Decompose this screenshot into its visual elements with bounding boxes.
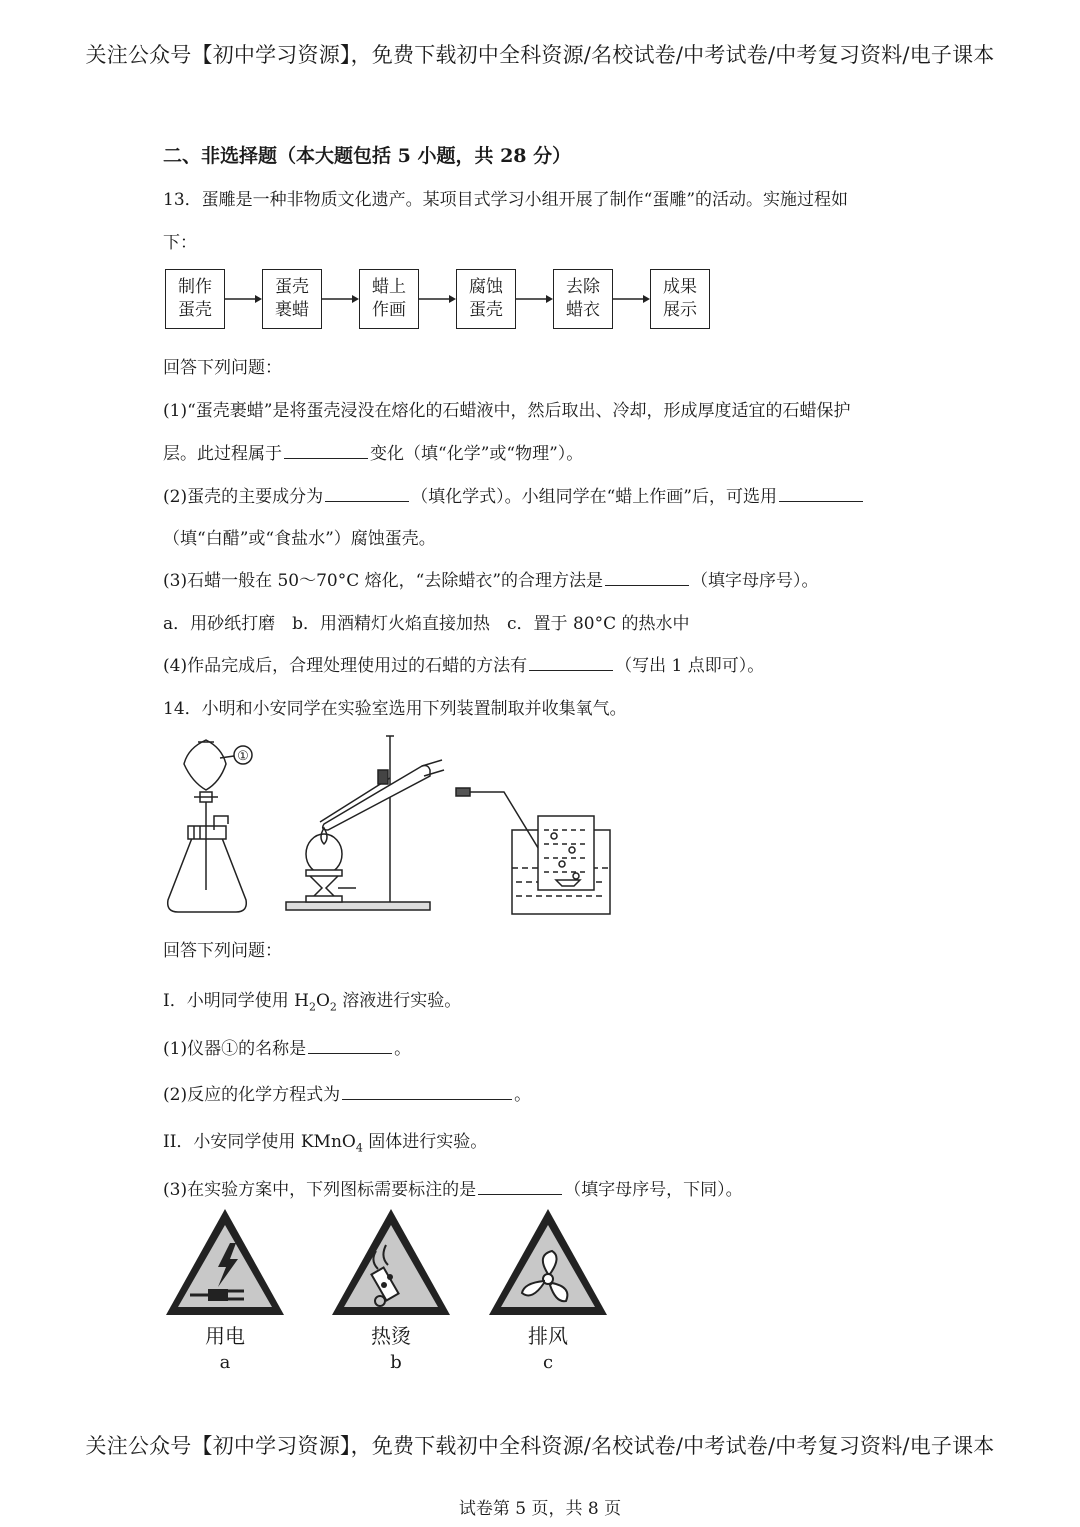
flow-step-4-line2: 蛋壳 bbox=[469, 300, 503, 320]
q13-part1-line-a: (1)“蛋壳裹蜡”是将蛋壳浸没在熔化的石蜡液中，然后取出、冷却，形成厚度适宜的石蜡保护 bbox=[163, 401, 851, 421]
q14-part3-line bbox=[163, 1175, 743, 1200]
q14-part1-line bbox=[163, 1034, 411, 1059]
sign-label-ventilation: 排风 bbox=[528, 1324, 568, 1348]
lab-apparatus-figure bbox=[160, 730, 630, 920]
q14-part-i-text: O bbox=[315, 991, 330, 1011]
flow-arrow-icon bbox=[225, 293, 262, 305]
flow-step-2 bbox=[262, 269, 322, 329]
sign-label-electricity: 用电 bbox=[205, 1324, 245, 1348]
flow-step-5 bbox=[553, 269, 613, 329]
q13-part4-text: （写出 1 点即可）。 bbox=[615, 656, 765, 676]
q13-part2-text: (2)蛋壳的主要成分为 bbox=[163, 487, 324, 507]
heating-test-tube-apparatus bbox=[286, 736, 444, 910]
flow-step-6-line2: 展示 bbox=[663, 300, 697, 320]
sign-letter-c: c bbox=[542, 1352, 554, 1373]
q14-part-i bbox=[163, 986, 461, 1013]
answer-blank[interactable] bbox=[605, 567, 689, 586]
sign-label-hot: 热烫 bbox=[371, 1324, 411, 1348]
q13-intro-line-1: 13．蛋雕是一种非物质文化遗产。某项目式学习小组开展了制作“蛋雕”的活动。实施过程如 bbox=[163, 190, 849, 210]
page-number: 试卷第 5 页，共 8 页 bbox=[458, 1499, 622, 1519]
water-collection-apparatus bbox=[456, 788, 610, 914]
q14-part1-text: (1)仪器①的名称是 bbox=[163, 1039, 307, 1059]
flow-step-4 bbox=[456, 269, 516, 329]
q13-part2-line-b: （填“白醋”或“食盐水”）腐蚀蛋壳。 bbox=[163, 529, 436, 549]
q14-part1-text: 。 bbox=[394, 1039, 412, 1059]
safety-signs-figure bbox=[160, 1205, 620, 1321]
subscript: 2 bbox=[329, 1000, 337, 1014]
top-banner: 关注公众号【初中学习资源】，免费下载初中全科资源/名校试卷/中考试卷/中考复习资料/电子课本 bbox=[85, 43, 995, 67]
flow-step-5-line2: 蜡衣 bbox=[566, 300, 600, 320]
flow-step-4-line1: 腐蚀 bbox=[469, 277, 503, 297]
q13-part1-text: 层。此过程属于 bbox=[163, 444, 282, 464]
flow-arrow-icon bbox=[516, 293, 553, 305]
answer-blank[interactable] bbox=[529, 652, 613, 671]
q14-part3-text: （填字母序号，下同）。 bbox=[564, 1180, 743, 1200]
flow-step-1-line1: 制作 bbox=[178, 277, 212, 297]
q14-part-ii bbox=[163, 1127, 487, 1154]
flow-step-5-line1: 去除 bbox=[566, 277, 600, 297]
flow-step-6-line1: 成果 bbox=[663, 277, 697, 297]
conical-flask-apparatus bbox=[168, 740, 252, 912]
label-1-text: ① bbox=[237, 749, 249, 764]
q13-part4-text: (4)作品完成后，合理处理使用过的石蜡的方法有 bbox=[163, 656, 528, 676]
bottom-banner: 关注公众号【初中学习资源】，免费下载初中全科资源/名校试卷/中考试卷/中考复习资料/电子课本 bbox=[85, 1434, 995, 1458]
ventilation-fan-icon bbox=[489, 1209, 607, 1315]
q14-part-i-text: 溶液进行实验。 bbox=[336, 991, 462, 1011]
flow-step-2-line1: 蛋壳 bbox=[275, 277, 309, 297]
flow-step-3-line1: 蜡上 bbox=[372, 277, 406, 297]
answer-blank[interactable] bbox=[308, 1035, 392, 1054]
answer-blank[interactable] bbox=[342, 1081, 512, 1100]
flow-step-1 bbox=[165, 269, 225, 329]
flow-step-3 bbox=[359, 269, 419, 329]
q13-part1-text: 变化（填“化学”或“物理”）。 bbox=[370, 444, 584, 464]
sign-letter-a: a bbox=[219, 1352, 231, 1373]
electricity-warning-icon bbox=[166, 1209, 284, 1315]
subscript: 4 bbox=[355, 1141, 363, 1155]
flow-step-6 bbox=[650, 269, 710, 329]
flow-arrow-icon bbox=[419, 293, 456, 305]
flow-step-3-line2: 作画 bbox=[372, 300, 406, 320]
subscript: 2 bbox=[308, 1000, 316, 1014]
section-title: 二、非选择题（本大题包括 5 小题，共 28 分） bbox=[163, 145, 572, 167]
q13-part3-line bbox=[163, 566, 819, 591]
q13-part1-line-b bbox=[163, 439, 583, 464]
flow-step-2-line2: 裹蜡 bbox=[275, 300, 309, 320]
flow-step-1-line2: 蛋壳 bbox=[178, 300, 212, 320]
q13-part3-text: （填字母序号）。 bbox=[691, 571, 819, 591]
egg-carving-flowchart bbox=[165, 269, 725, 333]
hot-surface-warning-icon bbox=[332, 1209, 450, 1315]
q13-part3-options: a．用砂纸打磨 b．用酒精灯火焰直接加热 c．置于 80°C 的热水中 bbox=[163, 614, 690, 634]
q13-answer-prompt: 回答下列问题： bbox=[163, 358, 282, 378]
q14-part-ii-text: 固体进行实验。 bbox=[362, 1132, 488, 1152]
q13-part2-text: （填化学式）。小组同学在“蜡上作画”后，可选用 bbox=[411, 487, 777, 507]
q14-part2-line bbox=[163, 1080, 531, 1105]
q14-part2-text: (2)反应的化学方程式为 bbox=[163, 1085, 341, 1105]
answer-blank[interactable] bbox=[478, 1176, 562, 1195]
q14-answer-prompt: 回答下列问题： bbox=[163, 941, 282, 961]
q14-part3-text: (3)在实验方案中，下列图标需要标注的是 bbox=[163, 1180, 477, 1200]
answer-blank[interactable] bbox=[325, 483, 409, 502]
flow-arrow-icon bbox=[322, 293, 359, 305]
answer-blank[interactable] bbox=[779, 483, 863, 502]
q13-intro-line-2: 下： bbox=[163, 233, 197, 253]
q14-part-ii-text: II．小安同学使用 KMnO bbox=[163, 1132, 356, 1152]
q14-intro: 14．小明和小安同学在实验室选用下列装置制取并收集氧气。 bbox=[163, 699, 627, 719]
q13-part2-line-a bbox=[163, 482, 865, 507]
q14-part-i-text: I．小明同学使用 H bbox=[163, 991, 309, 1011]
q13-part4-line bbox=[163, 651, 764, 676]
flow-arrow-icon bbox=[613, 293, 650, 305]
q13-part3-text: (3)石蜡一般在 50～70°C 熔化，“去除蜡衣”的合理方法是 bbox=[163, 571, 604, 591]
sign-letter-b: b bbox=[390, 1352, 402, 1373]
q14-part2-text: 。 bbox=[514, 1085, 532, 1105]
answer-blank[interactable] bbox=[284, 440, 368, 459]
